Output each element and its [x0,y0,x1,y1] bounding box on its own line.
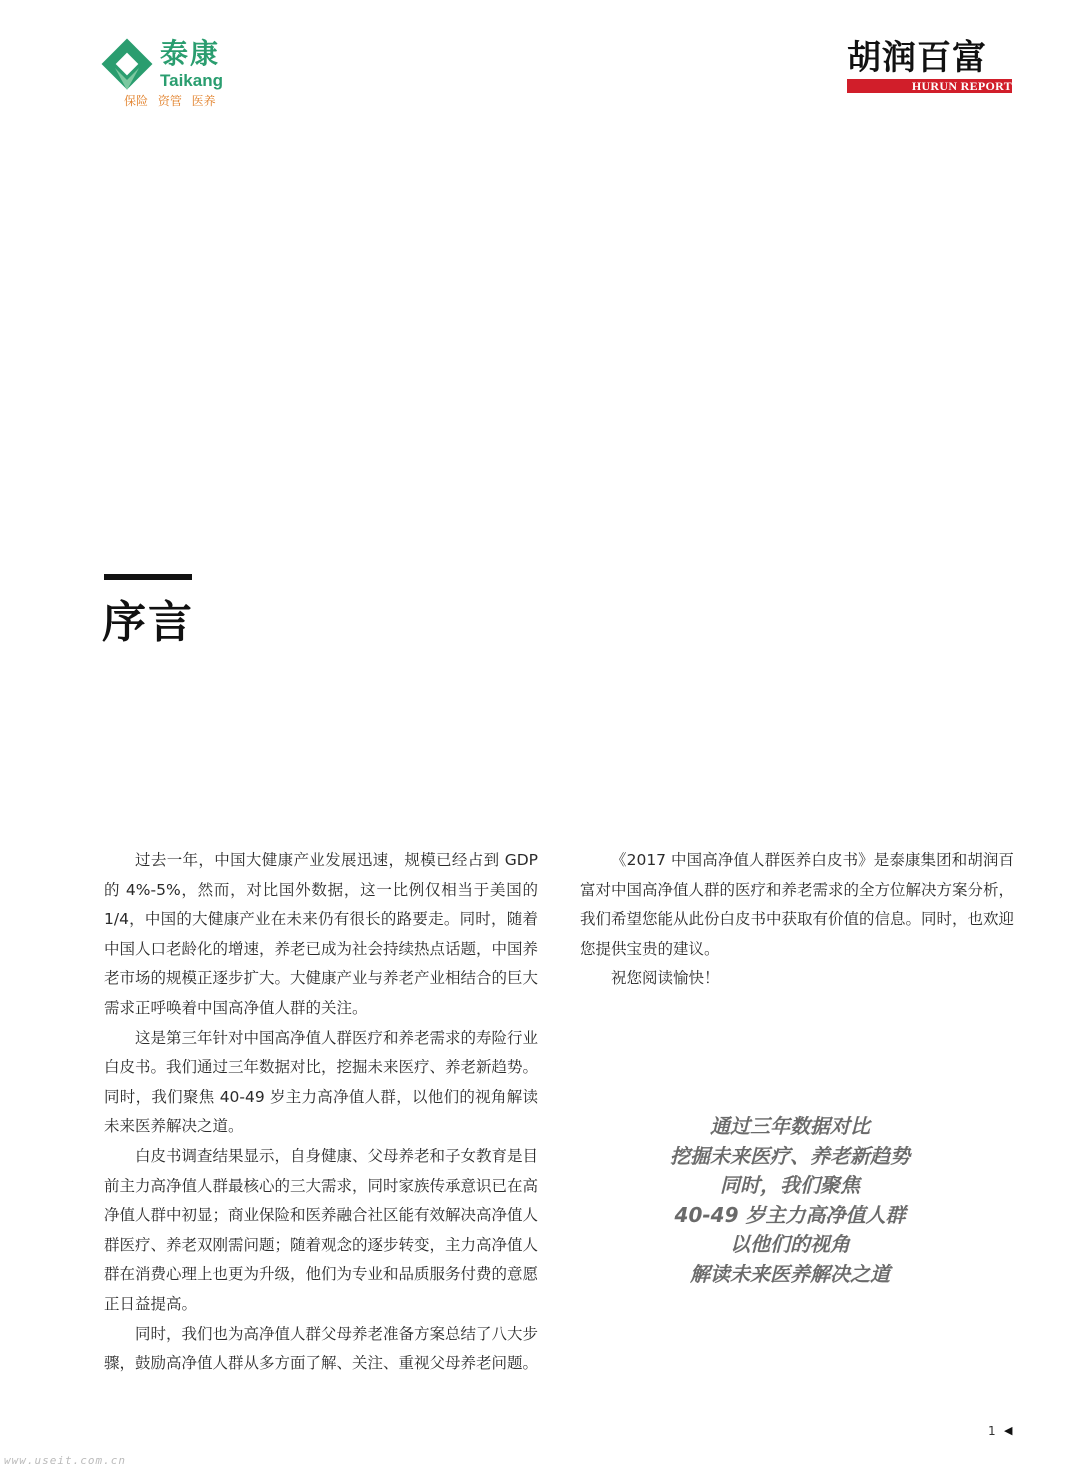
pull-quote-line: 以他们的视角 [730,1232,850,1256]
paragraph: 《2017 中国高净值人群医养白皮书》是泰康集团和胡润百富对中国高净值人群的医疗和养老需求的全方位解决方案分析，我们希望您能从此份白皮书中获取有价值的信息。同时，也欢迎您提供宝贵的建议。 [580,851,1015,958]
taikang-tagline: 保险 资管 医养 [124,94,216,108]
heading-rule [104,574,192,580]
right-text-column [580,846,1014,994]
hurun-name-cn: 胡润百富 [847,38,987,78]
paragraph: 这是第三年针对中国高净值人群医疗和养老需求的寿险行业白皮书。我们通过三年数据对比，挖掘未来医疗、养老新趋势。同时，我们聚焦 40-49 岁主力高净值人群，以他们的视角解读未来医养解决之道。 [104,1028,539,1136]
pull-quote-line: 解读未来医养解决之道 [690,1261,890,1286]
pull-quote-line: 通过三年数据对比 [710,1114,870,1138]
hurun-name-en: HURUN REPORT [911,79,1012,93]
page-number: 1 [988,1424,996,1438]
paragraph: 同时，我们也为高净值人群父母养老准备方案总结了八大步骤，鼓励高净值人群从多方面了解、关注、重视父母养老问题。 [104,1324,539,1373]
pull-quote-line: 40-49 岁主力高净值人群 [674,1202,906,1227]
paragraph: 白皮书调查结果显示，自身健康、父母养老和子女教育是目前主力高净值人群最核心的三大需求，同时家族传承意识已在高净值人群中初显；商业保险和医养融合社区能有效解决高净值人群医疗、养老双刚需问题；随着观念的逐步转变，主力高净值人群在消费心理上也更为升级，他们为专业和品质服务付费的意愿正日益提高。 [104,1146,539,1313]
taikang-name-cn: 泰康 [160,37,221,70]
watermark: www.useit.com.cn [4,1454,126,1467]
paragraph: 祝您阅读愉快！ [611,969,720,988]
pull-quote-line: 挖掘未来医疗、养老新趋势 [670,1143,910,1168]
taikang-name-en: Taikang [160,71,223,90]
pull-quote [590,1112,990,1289]
arrow-left-icon: ◀ [1004,1424,1013,1437]
pull-quote-line: 同时，我们聚焦 [720,1173,860,1197]
page-title: 序言 [102,597,194,648]
left-text-column [104,846,538,1379]
paragraph: 过去一年，中国大健康产业发展迅速，规模已经占到 GDP 的 4%-5%，然而，对比国外数据，这一比例仅相当于美国的 1/4，中国的大健康产业在未来仍有很长的路要走。同时，随着中国人口老龄化的增速，养老已成为社会持续热点话题，中国养老市场的规模正逐步扩大。大健康产业与养老产业相结合的巨大需求正呼唤着中国高净值人群的关注。 [104,851,539,1017]
